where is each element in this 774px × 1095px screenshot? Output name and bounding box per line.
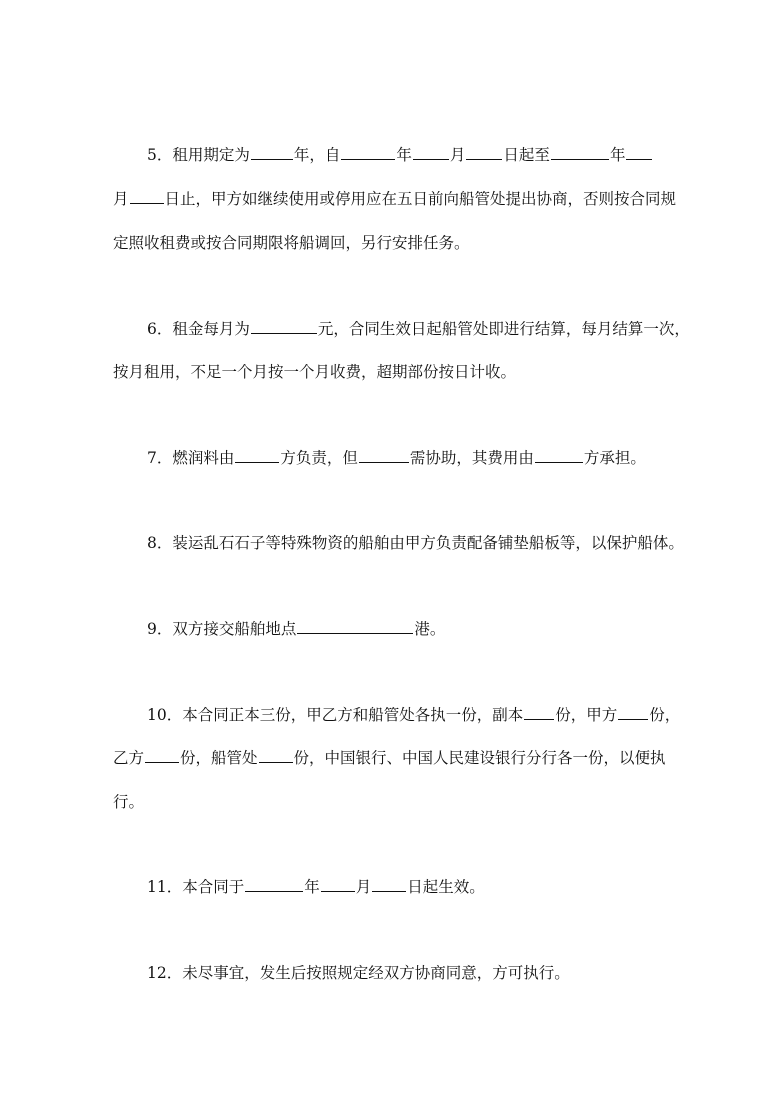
clause-5-line-3: [113, 230, 470, 256]
clause-7-text: 方承担。: [583, 449, 646, 467]
clause-10-text: 份，中国银行、中国人民建设银行分行各一份，以便执: [293, 749, 666, 767]
blank-field[interactable]: [251, 317, 317, 334]
clause-6-line-2: [113, 359, 516, 385]
clause-11-text: 年: [304, 878, 320, 896]
clause-10-text: 份，甲方: [555, 706, 618, 724]
clause-11-text: 月: [355, 878, 372, 896]
clause-10-text: 份，船管处: [180, 749, 258, 767]
blank-field[interactable]: [235, 446, 279, 463]
blank-field[interactable]: [259, 746, 293, 763]
clause-11-line: [147, 874, 485, 900]
blank-field[interactable]: [245, 875, 303, 892]
clause-7-line: [147, 445, 646, 471]
blank-field[interactable]: [413, 143, 449, 160]
clause-10-line-2: [113, 745, 666, 771]
clause-12-line: [147, 960, 570, 986]
clause-6-text: 按月租用，不足一个月按一个月收费，超期部份按日计收。: [113, 363, 517, 381]
clause-10-line-3: [113, 789, 144, 815]
blank-field[interactable]: [626, 143, 652, 160]
blank-field[interactable]: [341, 143, 395, 160]
clause-6-text: 元，合同生效日起船管处即进行结算，每月结算一次，: [317, 320, 690, 338]
blank-field[interactable]: [130, 187, 164, 204]
clause-10-text: 行。: [113, 793, 145, 811]
blank-field[interactable]: [297, 617, 413, 634]
clause-5-text: 定照收租费或按合同期限将船调回，另行安排任务。: [113, 234, 470, 252]
blank-field[interactable]: [466, 143, 502, 160]
clause-5-text: 月: [449, 146, 466, 164]
blank-field[interactable]: [618, 703, 648, 720]
clause-6-line-1: [147, 316, 690, 342]
blank-field[interactable]: [524, 703, 554, 720]
clause-5-text: 5．租用期定为: [147, 146, 250, 164]
clause-9-text: 港。: [414, 620, 446, 638]
blank-field[interactable]: [145, 746, 179, 763]
clause-7-text: 方负责，但: [280, 449, 358, 467]
clause-7-text: 7．燃润料由: [147, 449, 235, 467]
clause-5-text: 年: [609, 146, 626, 164]
clause-5-line-2: [113, 186, 676, 212]
clause-10-text: 10．本合同正本三份，甲乙方和船管处各执一份，副本: [147, 706, 524, 724]
clause-11-text: 11．本合同于: [147, 878, 245, 896]
blank-field[interactable]: [372, 875, 406, 892]
blank-field[interactable]: [359, 446, 409, 463]
clause-7-text: 需协助，其费用由: [409, 449, 534, 467]
clause-8-text: 8．装运乱石石子等特殊物资的船舶由甲方负责配备铺垫船板等，以保护船体。: [147, 534, 684, 552]
clause-9-line: [147, 616, 445, 642]
clause-8-line: [147, 530, 684, 556]
clause-5-line-1: [147, 142, 653, 168]
clause-5-text: 月: [113, 190, 129, 208]
blank-field[interactable]: [321, 875, 355, 892]
clause-5-text: 日起至: [503, 146, 550, 164]
blank-field[interactable]: [535, 446, 583, 463]
blank-field[interactable]: [251, 143, 293, 160]
clause-10-line-1: [147, 702, 680, 728]
clause-9-text: 9．双方接交船舶地点: [147, 620, 297, 638]
clause-5-text: 年: [396, 146, 412, 164]
clause-5-text: 年，自: [293, 146, 341, 164]
blank-field[interactable]: [551, 143, 609, 160]
clause-10-text: 份，: [649, 706, 681, 724]
clause-10-text: 乙方: [113, 749, 145, 767]
clause-6-text: 6．租金每月为: [147, 320, 250, 338]
clause-11-text: 日起生效。: [407, 878, 485, 896]
clause-12-text: 12．未尽事宜，发生后按照规定经双方协商同意，方可执行。: [147, 964, 570, 982]
clause-5-text: 日止，甲方如继续使用或停用应在五日前向船管处提出协商，否则按合同规: [164, 190, 677, 208]
